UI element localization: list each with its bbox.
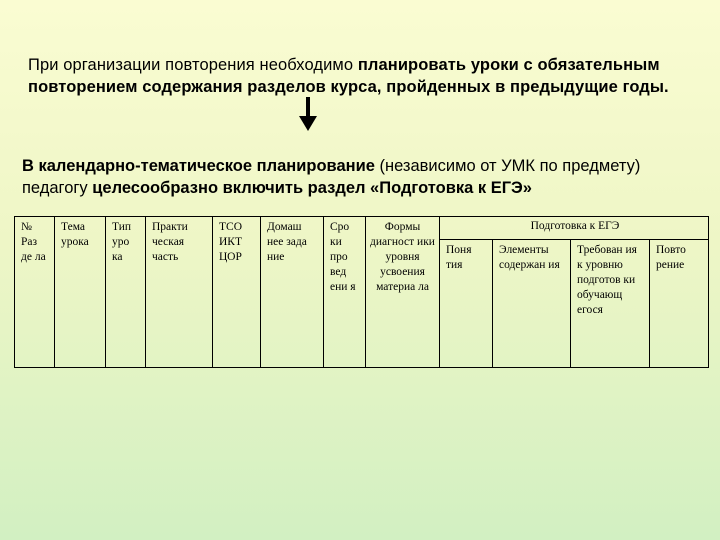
col-dates: Сро ки про вед ени я bbox=[324, 217, 366, 368]
planning-table bbox=[14, 216, 709, 368]
col-lesson-topic: Тема урока bbox=[55, 217, 106, 368]
col-ege-requirements: Требован ия к уровню подготов ки обучающ егося bbox=[571, 240, 650, 368]
col-section-number: № Раз де ла bbox=[15, 217, 55, 368]
intro-normal-text: При организации повторения необходимо bbox=[28, 55, 358, 74]
col-ege-content-elements: Элементы содержан ия bbox=[493, 240, 571, 368]
col-tso-ikt-cor: ТСО ИКТ ЦОР bbox=[213, 217, 261, 368]
col-practical-part: Практи ческая часть bbox=[146, 217, 213, 368]
col-diagnostic-forms: Формы диагност ики уровня усвоения материа ла bbox=[366, 217, 440, 368]
intro-bold-text: планировать уроки с обязательным повторением содержания разделов курса, пройденных в предыдущие годы. bbox=[28, 55, 669, 96]
statement-bold-rest: целесообразно включить раздел «Подготовка к ЕГЭ» bbox=[92, 178, 532, 197]
down-arrow-icon bbox=[298, 97, 318, 131]
statement-paragraph bbox=[22, 155, 702, 199]
intro-paragraph bbox=[28, 54, 698, 98]
col-lesson-type: Тип уро ка bbox=[106, 217, 146, 368]
col-homework: Домаш нее зада ние bbox=[261, 217, 324, 368]
statement-normal-text: (независимо от УМК по предмету) педагогу bbox=[22, 156, 641, 197]
col-ege-concepts: Поня тия bbox=[440, 240, 493, 368]
col-ege-review: Повто рение bbox=[650, 240, 709, 368]
ege-prep-header: Подготовка к ЕГЭ bbox=[440, 217, 709, 240]
statement-bold-lead: В календарно-тематическое планирование bbox=[22, 156, 375, 175]
